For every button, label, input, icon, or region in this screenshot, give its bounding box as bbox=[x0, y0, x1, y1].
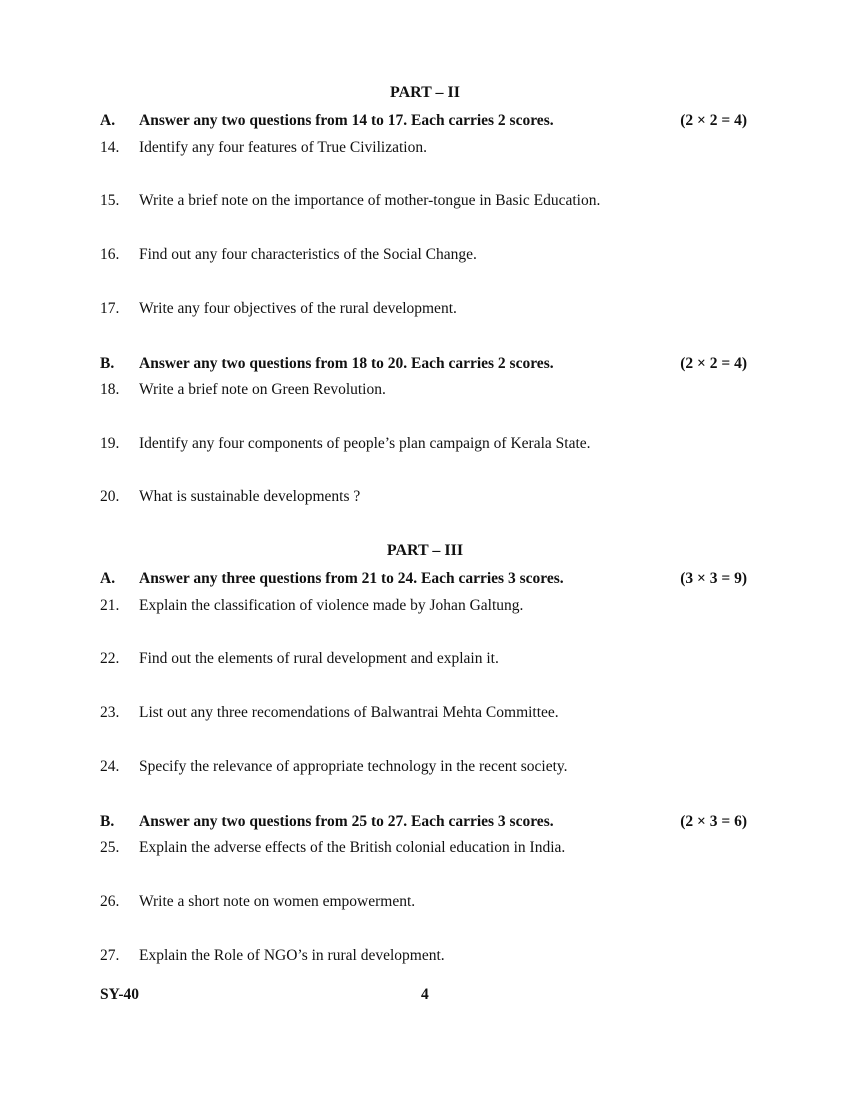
question-text: Write a brief note on the importance of mother-tongue in Basic Education. bbox=[139, 192, 601, 209]
question-number: 24. bbox=[100, 758, 120, 775]
section-a-score: (2 × 2 = 4) bbox=[680, 112, 747, 129]
question-text: Identify any four components of people’s plan campaign of Kerala State. bbox=[139, 435, 591, 452]
section-a-letter: A. bbox=[100, 570, 116, 587]
section-a-letter: A. bbox=[100, 112, 116, 129]
part-3-title: PART – III bbox=[386, 542, 464, 559]
question-number: 22. bbox=[100, 650, 120, 667]
section-a-instruction: Answer any three questions from 21 to 24. Each carries 3 scores. bbox=[139, 570, 564, 587]
question-text: Find out any four characteristics of the Social Change. bbox=[139, 246, 477, 263]
section-b-score: (2 × 3 = 6) bbox=[680, 813, 747, 830]
question-text: Explain the adverse effects of the British colonial education in India. bbox=[139, 839, 566, 856]
section-b-letter: B. bbox=[100, 355, 115, 372]
question-number: 26. bbox=[100, 893, 120, 910]
question-text: What is sustainable developments ? bbox=[139, 488, 361, 505]
question-text: Specify the relevance of appropriate technology in the recent society. bbox=[139, 758, 568, 775]
question-text: Explain the Role of NGO’s in rural development. bbox=[139, 947, 445, 964]
question-text: Find out the elements of rural development and explain it. bbox=[139, 650, 499, 667]
question-text: Write a short note on women empowerment. bbox=[139, 893, 416, 910]
question-number: 25. bbox=[100, 839, 120, 856]
part-2-title: PART – II bbox=[390, 84, 460, 101]
question-number: 15. bbox=[100, 192, 120, 209]
section-a-score: (3 × 3 = 9) bbox=[680, 570, 747, 587]
question-number: 23. bbox=[100, 704, 120, 721]
question-number: 14. bbox=[100, 139, 120, 156]
question-text: Explain the classification of violence made by Johan Galtung. bbox=[139, 597, 524, 614]
question-text: Write any four objectives of the rural development. bbox=[139, 300, 457, 317]
paper-code: SY-40 bbox=[100, 986, 140, 1003]
section-b-instruction: Answer any two questions from 18 to 20. Each carries 2 scores. bbox=[139, 355, 554, 372]
question-number: 27. bbox=[100, 947, 120, 964]
question-number: 18. bbox=[100, 381, 120, 398]
question-number: 17. bbox=[100, 300, 120, 317]
section-b-score: (2 × 2 = 4) bbox=[680, 355, 747, 372]
section-b-letter: B. bbox=[100, 813, 115, 830]
section-b-instruction: Answer any two questions from 25 to 27. Each carries 3 scores. bbox=[139, 813, 554, 830]
page-number: 4 bbox=[421, 986, 429, 1003]
question-number: 20. bbox=[100, 488, 120, 505]
question-number: 16. bbox=[100, 246, 120, 263]
question-text: List out any three recomendations of Balwantrai Mehta Committee. bbox=[139, 704, 559, 721]
question-text: Identify any four features of True Civilization. bbox=[139, 139, 427, 156]
question-text: Write a brief note on Green Revolution. bbox=[139, 381, 386, 398]
section-a-instruction: Answer any two questions from 14 to 17. Each carries 2 scores. bbox=[139, 112, 554, 129]
question-number: 19. bbox=[100, 435, 120, 452]
question-number: 21. bbox=[100, 597, 120, 614]
